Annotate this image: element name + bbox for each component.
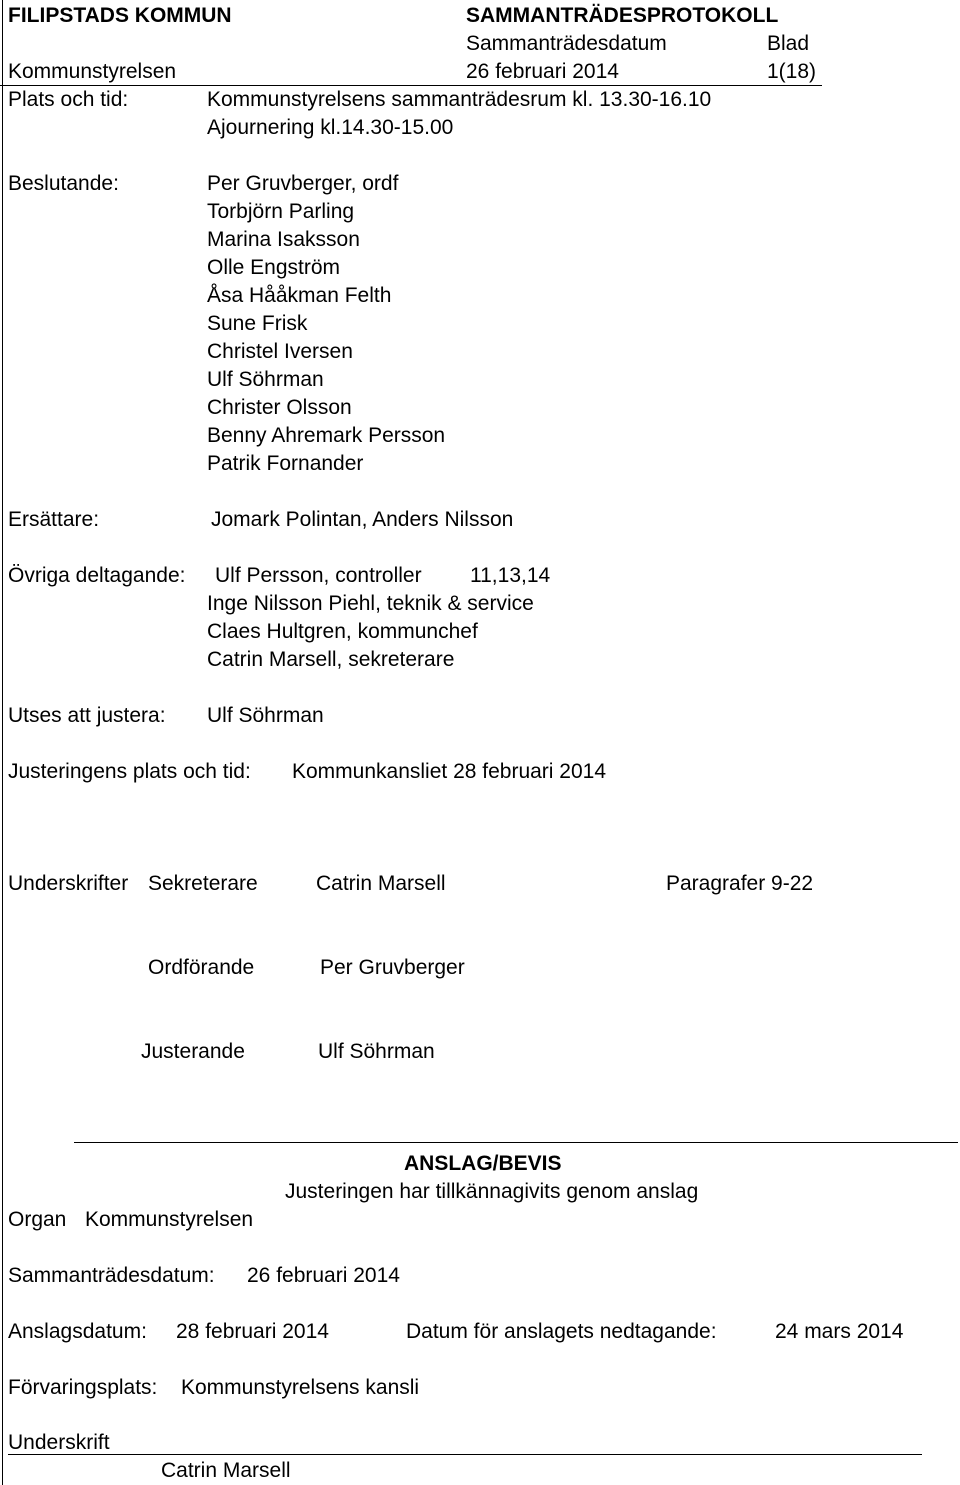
notice-title: ANSLAG/BEVIS <box>404 1152 562 1175</box>
meeting-date: 26 februari 2014 <box>466 60 619 83</box>
member-name: Sune Frisk <box>207 312 308 335</box>
adjustment-label: Justeringens plats och tid: <box>8 760 251 783</box>
adjuster-signature-name: Ulf Söhrman <box>318 1040 435 1063</box>
adjuster-name: Ulf Söhrman <box>207 704 324 727</box>
member-name: Christer Olsson <box>207 396 352 419</box>
storage-value: Kommunstyrelsens kansli <box>181 1376 420 1399</box>
member-name: Ulf Söhrman <box>207 368 324 391</box>
signature-line <box>8 1454 922 1455</box>
others-label: Övriga deltagande: <box>8 564 186 587</box>
header-divider <box>0 85 822 86</box>
municipality-name: FILIPSTADS KOMMUN <box>8 4 232 27</box>
secretary-role: Sekreterare <box>148 872 258 895</box>
member-name: Christel Iversen <box>207 340 353 363</box>
place-time-label: Plats och tid: <box>8 88 129 111</box>
notice-subtitle: Justeringen har tillkännagivits genom anslag <box>285 1180 699 1203</box>
removal-date: 24 mars 2014 <box>775 1320 904 1343</box>
member-name: Benny Ahremark Persson <box>207 424 446 447</box>
participant-name: Ulf Persson, controller <box>215 564 422 587</box>
notice-divider <box>74 1142 958 1143</box>
notice-meeting-date-label: Sammanträdesdatum: <box>8 1264 215 1287</box>
organ-label: Organ <box>8 1208 67 1231</box>
organ-value: Kommunstyrelsen <box>85 1208 254 1231</box>
substitutes-label: Ersättare: <box>8 508 100 531</box>
signature-label: Underskrift <box>8 1431 110 1454</box>
member-name: Åsa Hååkman Felth <box>207 284 392 307</box>
adjustment-value: Kommunkansliet 28 februari 2014 <box>292 760 607 783</box>
adjuster-role: Justerande <box>141 1040 245 1063</box>
participant-name: Claes Hultgren, kommunchef <box>207 620 478 643</box>
notice-meeting-date: 26 februari 2014 <box>247 1264 400 1287</box>
meeting-date-label: Sammanträdesdatum <box>466 32 667 55</box>
member-name: Per Gruvberger, ordf <box>207 172 399 195</box>
body-name: Kommunstyrelsen <box>8 60 177 83</box>
participant-paragraphs: 11,13,14 <box>470 564 551 587</box>
posting-date: 28 februari 2014 <box>176 1320 329 1343</box>
adjuster-label: Utses att justera: <box>8 704 166 727</box>
participant-name: Catrin Marsell, sekreterare <box>207 648 455 671</box>
place-time: Kommunstyrelsens sammanträdesrum kl. 13.30-16.10 <box>207 88 712 111</box>
signatures-label: Underskrifter <box>8 872 129 895</box>
page-label: Blad <box>767 32 810 55</box>
member-name: Torbjörn Parling <box>207 200 355 223</box>
chair-name: Per Gruvberger <box>320 956 465 979</box>
signature-name: Catrin Marsell <box>161 1459 291 1482</box>
paragraphs: Paragrafer 9-22 <box>666 872 814 895</box>
member-name: Olle Engström <box>207 256 341 279</box>
removal-date-label: Datum för anslagets nedtagande: <box>406 1320 717 1343</box>
secretary-name: Catrin Marsell <box>316 872 446 895</box>
page-number: 1(18) <box>767 60 817 83</box>
left-margin-line <box>2 0 3 1485</box>
chair-role: Ordförande <box>148 956 255 979</box>
document-type: SAMMANTRÄDESPROTOKOLL <box>466 4 779 27</box>
member-name: Marina Isaksson <box>207 228 360 251</box>
member-name: Patrik Fornander <box>207 452 364 475</box>
decision-makers-label: Beslutande: <box>8 172 119 195</box>
substitutes-names: Jomark Polintan, Anders Nilsson <box>211 508 514 531</box>
posting-date-label: Anslagsdatum: <box>8 1320 147 1343</box>
participant-name: Inge Nilsson Piehl, teknik & service <box>207 592 534 615</box>
adjournment: Ajournering kl.14.30-15.00 <box>207 116 454 139</box>
storage-label: Förvaringsplats: <box>8 1376 158 1399</box>
